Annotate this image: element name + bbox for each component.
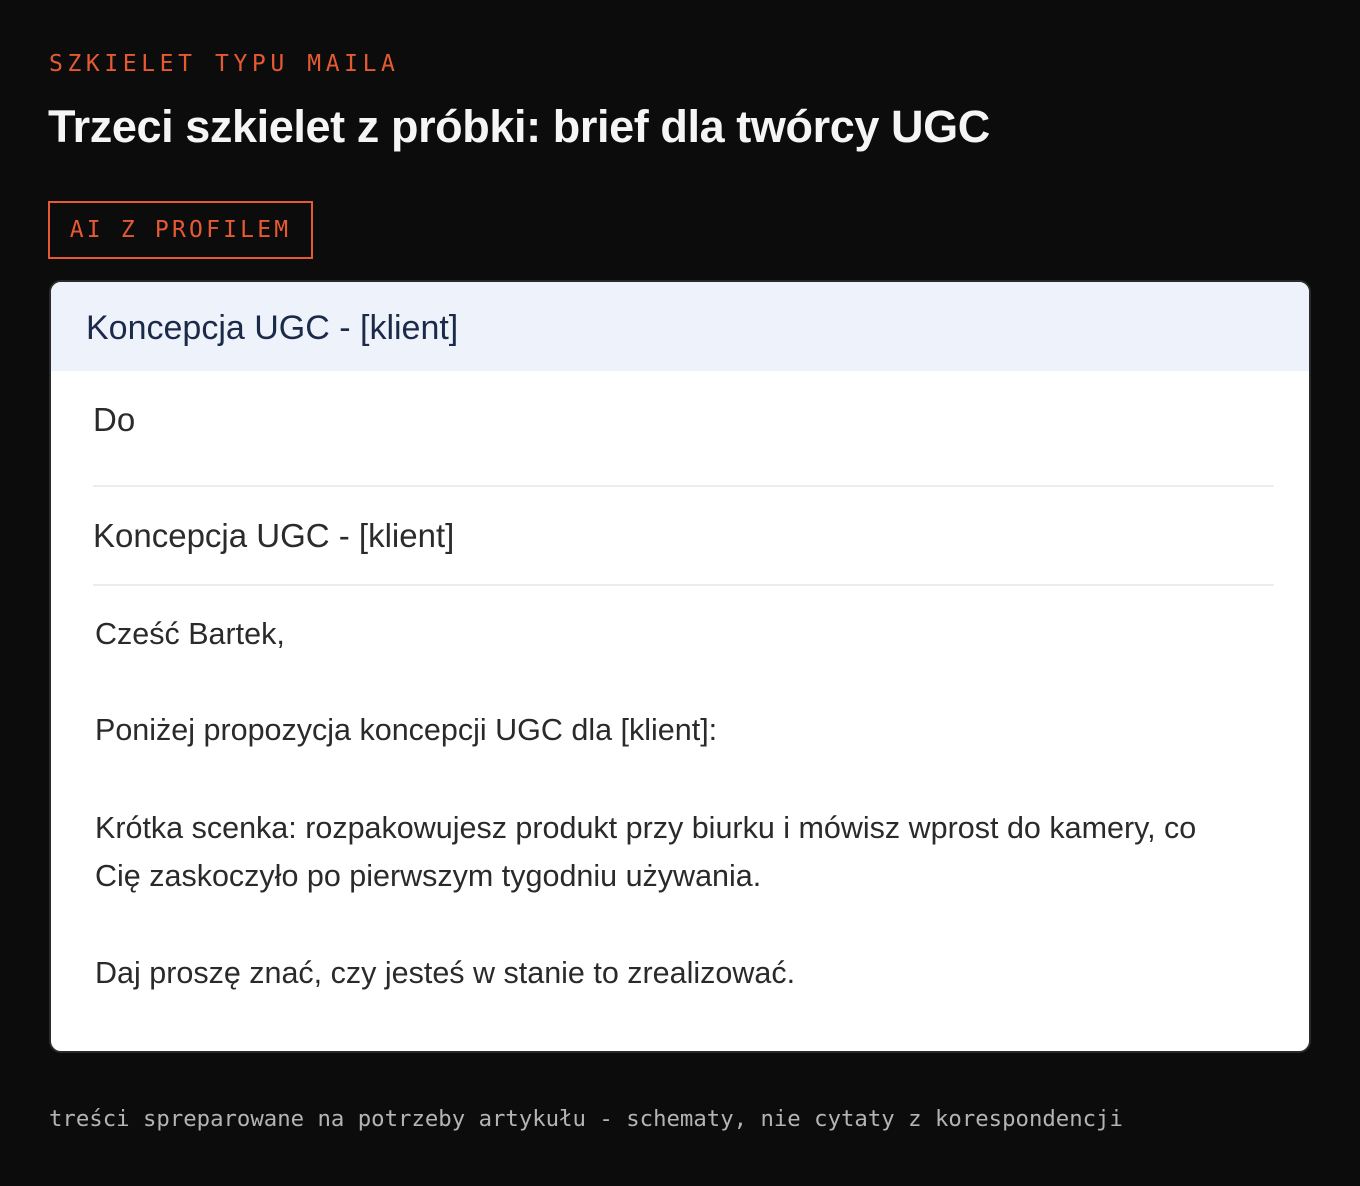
subject-field: Koncepcja UGC - [klient] <box>93 517 455 554</box>
email-header-bar <box>51 282 1309 371</box>
category-badge-label: AI Z PROFILEM <box>69 217 292 243</box>
email-header-title: Koncepcja UGC - [klient] <box>86 309 459 347</box>
page-title: Trzeci szkielet z próbki: brief dla twórcy UGC <box>48 101 990 152</box>
email-preview-card <box>49 280 1311 1053</box>
email-scene-line: Krótka scenka: rozpakowujesz produkt przy biurku i mówisz wprost do kamery, co <box>95 811 1197 845</box>
to-field-label: Do <box>93 401 136 438</box>
category-badge <box>48 201 313 259</box>
email-intro: Poniżej propozycja koncepcji UGC dla [klient]: <box>95 713 718 747</box>
email-greeting: Cześć Bartek, <box>95 617 285 651</box>
email-scene-line: Cię zaskoczyło po pierwszym tygodniu używania. <box>95 859 762 893</box>
section-eyebrow: SZKIELET TYPU MAILA <box>49 51 400 77</box>
footnote: treści spreparowane na potrzeby artykułu - schematy, nie cytaty z korespondencji <box>49 1106 1123 1132</box>
field-divider <box>93 485 1274 487</box>
field-divider <box>93 584 1274 586</box>
email-closing: Daj proszę znać, czy jesteś w stanie to zrealizować. <box>95 956 796 990</box>
